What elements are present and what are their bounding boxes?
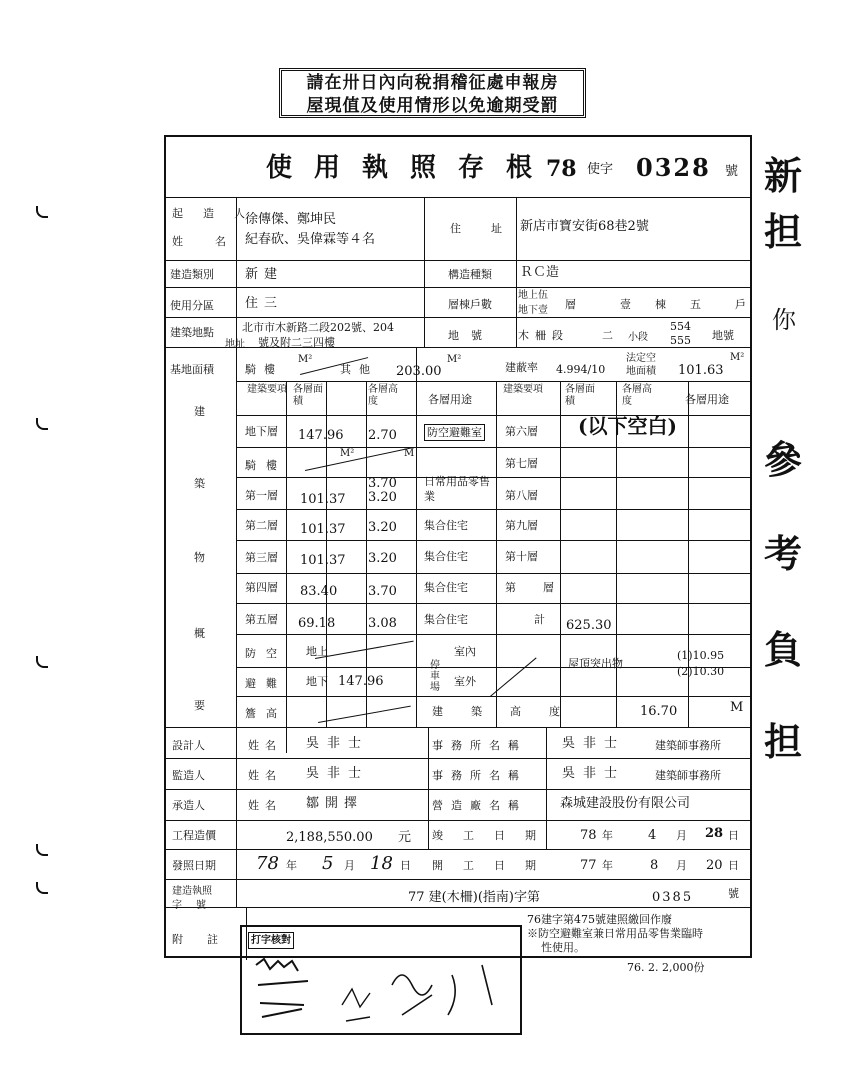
month-char: 月 bbox=[676, 859, 687, 872]
start-month: 8 bbox=[650, 858, 659, 873]
floors-label: 層棟戶數 bbox=[448, 298, 492, 311]
header-height-right: 各層高度 bbox=[622, 384, 652, 407]
floor-name-right: 第九層 bbox=[505, 519, 538, 532]
floor-height: 3.20 bbox=[368, 520, 397, 535]
floor-area: 101.37 bbox=[300, 522, 346, 537]
buildings-count: 壹 bbox=[620, 298, 631, 311]
floor-name: 第二層 bbox=[245, 519, 278, 532]
open-space-value: 101.63 bbox=[678, 363, 724, 378]
cost-unit: 元 bbox=[398, 830, 412, 845]
floor-height: 2.70 bbox=[368, 428, 397, 443]
floor-name: 第三層 bbox=[245, 551, 278, 564]
header-area: 各層面積 bbox=[293, 384, 323, 407]
floor-use: 集合住宅 bbox=[424, 550, 468, 563]
unit-m2: M² bbox=[340, 448, 355, 459]
floor-use: 防空避難室 bbox=[424, 424, 485, 441]
print-info: 76. 2. 2,000份 bbox=[627, 961, 705, 974]
side-char: 担 bbox=[764, 719, 803, 764]
stamp-title: 打字核對 bbox=[248, 932, 294, 949]
floor-name: 第一層 bbox=[245, 489, 278, 502]
header-use-right: 各層用途 bbox=[685, 393, 729, 406]
issue-day: 18 bbox=[370, 853, 393, 874]
building-height-label: 建築高度 bbox=[432, 705, 588, 718]
floor-area: 101.37 bbox=[300, 492, 346, 507]
notice-box bbox=[279, 68, 586, 118]
units-count: 五 bbox=[690, 298, 701, 311]
contractor-label: 承造人 bbox=[172, 799, 205, 812]
lot-subsection: 二 bbox=[602, 329, 613, 342]
floors-above: 地上伍 bbox=[518, 290, 548, 301]
lot-label: 地號 bbox=[448, 329, 494, 342]
summary-label-3: 物 bbox=[194, 551, 205, 564]
zoning-value: 住三 bbox=[245, 296, 284, 311]
rooftop-value-1: (1)10.95 bbox=[677, 649, 725, 662]
form-title: 使用執照存根 bbox=[266, 153, 555, 183]
side-char: 你 bbox=[772, 306, 796, 334]
floor-name-right: 第七層 bbox=[505, 457, 538, 470]
arcade-unit: M² bbox=[298, 354, 313, 365]
floor-use: 集合住宅 bbox=[424, 581, 468, 594]
permit-year: 78 bbox=[546, 156, 577, 182]
lot-suffix: 地號 bbox=[712, 329, 734, 342]
day-char: 日 bbox=[400, 859, 411, 872]
header-area-right: 各層面積 bbox=[565, 384, 595, 407]
permit-ref-suffix: 號 bbox=[728, 887, 739, 900]
year-char: 年 bbox=[602, 859, 613, 872]
lot-number-1: 554 bbox=[670, 320, 691, 333]
applicant-label: 起造人 bbox=[172, 207, 265, 220]
applicant-name-label: 姓名 bbox=[172, 235, 258, 248]
floors-below: 地下壹 bbox=[518, 305, 548, 316]
structure-value: ＲＣ造 bbox=[520, 265, 560, 280]
open-space-label-1: 法定空 bbox=[626, 353, 656, 364]
issue-month: 5 bbox=[322, 853, 334, 874]
floor-name: 第五層 bbox=[245, 613, 278, 626]
cost-value: 2,188,550.00 bbox=[286, 830, 373, 845]
designer-name-label: 姓名 bbox=[248, 739, 282, 752]
side-char: 新 bbox=[764, 153, 803, 198]
contractor-company-label: 營造廠名稱 bbox=[432, 799, 527, 812]
floor-name: 地下層 bbox=[245, 425, 278, 438]
summary-label-1: 建 bbox=[194, 405, 205, 418]
floor-use: 集合住宅 bbox=[424, 613, 468, 626]
complete-year: 78 bbox=[580, 828, 597, 843]
floor-name-right: 第十層 bbox=[505, 550, 538, 563]
floor-name-right: 第六層 bbox=[505, 425, 538, 438]
floor-area: 83.40 bbox=[300, 584, 338, 599]
summary-label-2: 築 bbox=[194, 477, 205, 490]
total-label: 計 bbox=[534, 613, 545, 626]
issue-year: 78 bbox=[256, 853, 279, 874]
permit-number: 0328 bbox=[636, 153, 711, 182]
other-label: 其他 bbox=[340, 363, 378, 376]
floor-name: 第四層 bbox=[245, 581, 278, 594]
designer-office-label: 事務所名稱 bbox=[432, 739, 527, 752]
arcade-label: 騎樓 bbox=[245, 363, 283, 376]
units-unit: 戶 bbox=[735, 298, 746, 311]
open-space-unit: M² bbox=[730, 352, 745, 363]
supervisor-office-label: 事務所名稱 bbox=[432, 769, 527, 782]
floor-height: 3.70 bbox=[368, 476, 397, 491]
floor-use: 集合住宅 bbox=[424, 519, 468, 532]
supervisor-name: 吳非士 bbox=[306, 766, 370, 781]
header-item-right: 建築要項 bbox=[503, 384, 543, 395]
remark-2: ※防空避難室兼日常用品零售業臨時 bbox=[527, 927, 703, 940]
parking-outdoor: 室外 bbox=[454, 675, 476, 688]
issue-label: 發照日期 bbox=[172, 859, 216, 872]
designer-office: 吳非士 bbox=[562, 736, 626, 751]
shelter-below-value: 147.96 bbox=[338, 674, 384, 689]
other-unit: M² bbox=[447, 354, 462, 365]
complete-day: 28 bbox=[705, 826, 724, 841]
floor-name-right: 第八層 bbox=[505, 489, 538, 502]
coverage-value: 4.994/10 bbox=[556, 363, 606, 376]
day-char: 日 bbox=[728, 829, 739, 842]
remark-3: 性使用。 bbox=[541, 941, 585, 954]
side-char: 担 bbox=[764, 209, 803, 254]
header-item: 建築要項 bbox=[247, 384, 287, 395]
start-label: 開工日期 bbox=[432, 859, 556, 872]
site-address-2: 號及附二三四樓 bbox=[258, 336, 335, 349]
floor-height: 3.70 bbox=[368, 584, 397, 599]
summary-label-5: 要 bbox=[194, 699, 205, 712]
zoning-label: 使用分區 bbox=[170, 299, 214, 312]
applicant-address: 新店市寶安街68巷2號 bbox=[520, 219, 649, 234]
lot-subsection-label: 小段 bbox=[628, 332, 648, 343]
site-label: 建築地點 bbox=[170, 326, 214, 339]
parking-indoor: 室內 bbox=[454, 645, 476, 658]
supervisor-office: 吳非士 bbox=[562, 766, 626, 781]
building-type-label: 建造類別 bbox=[170, 268, 214, 281]
month-char: 月 bbox=[344, 859, 355, 872]
summary-label-4: 概 bbox=[194, 627, 205, 640]
total-value: 625.30 bbox=[566, 618, 612, 633]
supervisor-label: 監造人 bbox=[172, 769, 205, 782]
start-day: 20 bbox=[706, 858, 723, 873]
permit-ref-number: 0385 bbox=[652, 890, 694, 905]
coverage-label: 建蔽率 bbox=[505, 361, 538, 374]
rooftop-value-2: (2)10.30 bbox=[677, 665, 725, 678]
permit-prefix: 使字 bbox=[587, 162, 614, 177]
permit-label-2: 字號 bbox=[172, 900, 220, 911]
floor-area: 69.18 bbox=[298, 616, 336, 631]
designer-label: 設計人 bbox=[172, 739, 205, 752]
building-height-unit: M bbox=[730, 700, 744, 715]
shelter-above: 地上 bbox=[306, 645, 328, 658]
building-type-value: 新建 bbox=[245, 267, 284, 282]
complete-label: 竣工日期 bbox=[432, 829, 556, 842]
applicant-name-1: 徐傳傑、鄭坤民 bbox=[245, 212, 337, 227]
header-height: 各層高度 bbox=[368, 384, 398, 407]
month-char: 月 bbox=[676, 829, 687, 842]
contractor-name: 鄒開擇 bbox=[306, 796, 364, 811]
floor-height-2: 3.20 bbox=[368, 490, 397, 505]
site-address-1: 北市市木新路二段202號、204 bbox=[242, 321, 394, 334]
permit-label-1: 建造執照 bbox=[172, 886, 212, 897]
buildings-unit: 棟 bbox=[655, 298, 666, 311]
floor-area: 101.37 bbox=[300, 553, 346, 568]
applicant-name-2: 紀春砍、吳偉霖等４名 bbox=[245, 232, 376, 247]
remark-1: 76建字第475號建照繳回作廢 bbox=[527, 913, 672, 926]
structure-label: 構造種類 bbox=[448, 268, 492, 281]
floors-unit: 層 bbox=[565, 298, 576, 311]
designer-office-suffix: 建築師事務所 bbox=[655, 739, 721, 752]
floor-height: 3.20 bbox=[368, 551, 397, 566]
site-area-label: 基地面積 bbox=[170, 363, 214, 376]
unit-m: M bbox=[404, 448, 415, 459]
contractor-name-label: 姓名 bbox=[248, 799, 282, 812]
header-use: 各層用途 bbox=[428, 393, 472, 406]
notice-line-1: 請在卅日內向稅捐稽征處申報房 bbox=[306, 73, 559, 93]
address-label: 住址 bbox=[450, 222, 532, 235]
year-char: 年 bbox=[602, 829, 613, 842]
remarks-label: 附註 bbox=[172, 933, 242, 946]
shelter-label-1: 防空 bbox=[245, 647, 287, 660]
cost-label: 工程造價 bbox=[172, 829, 216, 842]
designer-name: 吳非士 bbox=[306, 736, 370, 751]
shelter-below: 地下 bbox=[306, 675, 328, 688]
floor-area: 147.96 bbox=[298, 428, 344, 443]
complete-month: 4 bbox=[648, 828, 657, 843]
supervisor-name-label: 姓名 bbox=[248, 769, 282, 782]
permit-suffix: 號 bbox=[725, 164, 739, 179]
eaves-label: 簷高 bbox=[245, 707, 287, 720]
lot-number-2: 555 bbox=[670, 334, 691, 347]
rooftop-label: 屋頂突出物 bbox=[568, 657, 623, 670]
stamp-scribbles bbox=[242, 945, 522, 1035]
open-space-label-2: 地面積 bbox=[626, 366, 656, 377]
floor-name-right: 第 層 bbox=[505, 581, 562, 594]
parking-label: 停車場 bbox=[430, 660, 440, 693]
floor-height: 3.08 bbox=[368, 616, 397, 631]
side-char: 負 bbox=[764, 627, 803, 672]
side-char: 參 bbox=[764, 437, 803, 482]
contractor-company: 森城建設股份有限公司 bbox=[560, 796, 691, 811]
site-label-addr: 地址 bbox=[225, 339, 245, 350]
shelter-label-2: 避難 bbox=[245, 677, 287, 690]
side-char: 考 bbox=[764, 531, 803, 576]
start-year: 77 bbox=[580, 858, 597, 873]
permit-text: 77 建(木柵)(指南)字第 bbox=[408, 890, 540, 905]
lot-district: 木柵段 bbox=[518, 329, 569, 342]
floor-use: 日常用品零售業 bbox=[424, 475, 490, 503]
day-char: 日 bbox=[728, 859, 739, 872]
supervisor-office-suffix: 建築師事務所 bbox=[655, 769, 721, 782]
year-char: 年 bbox=[286, 859, 297, 872]
other-value: 203.00 bbox=[396, 364, 442, 379]
notice-line-2: 屋現值及使用情形以免逾期受罰 bbox=[306, 96, 559, 116]
blank-note: (以下空白) bbox=[578, 414, 677, 438]
floor-name: 騎樓 bbox=[245, 459, 287, 472]
building-height-value: 16.70 bbox=[640, 704, 678, 719]
